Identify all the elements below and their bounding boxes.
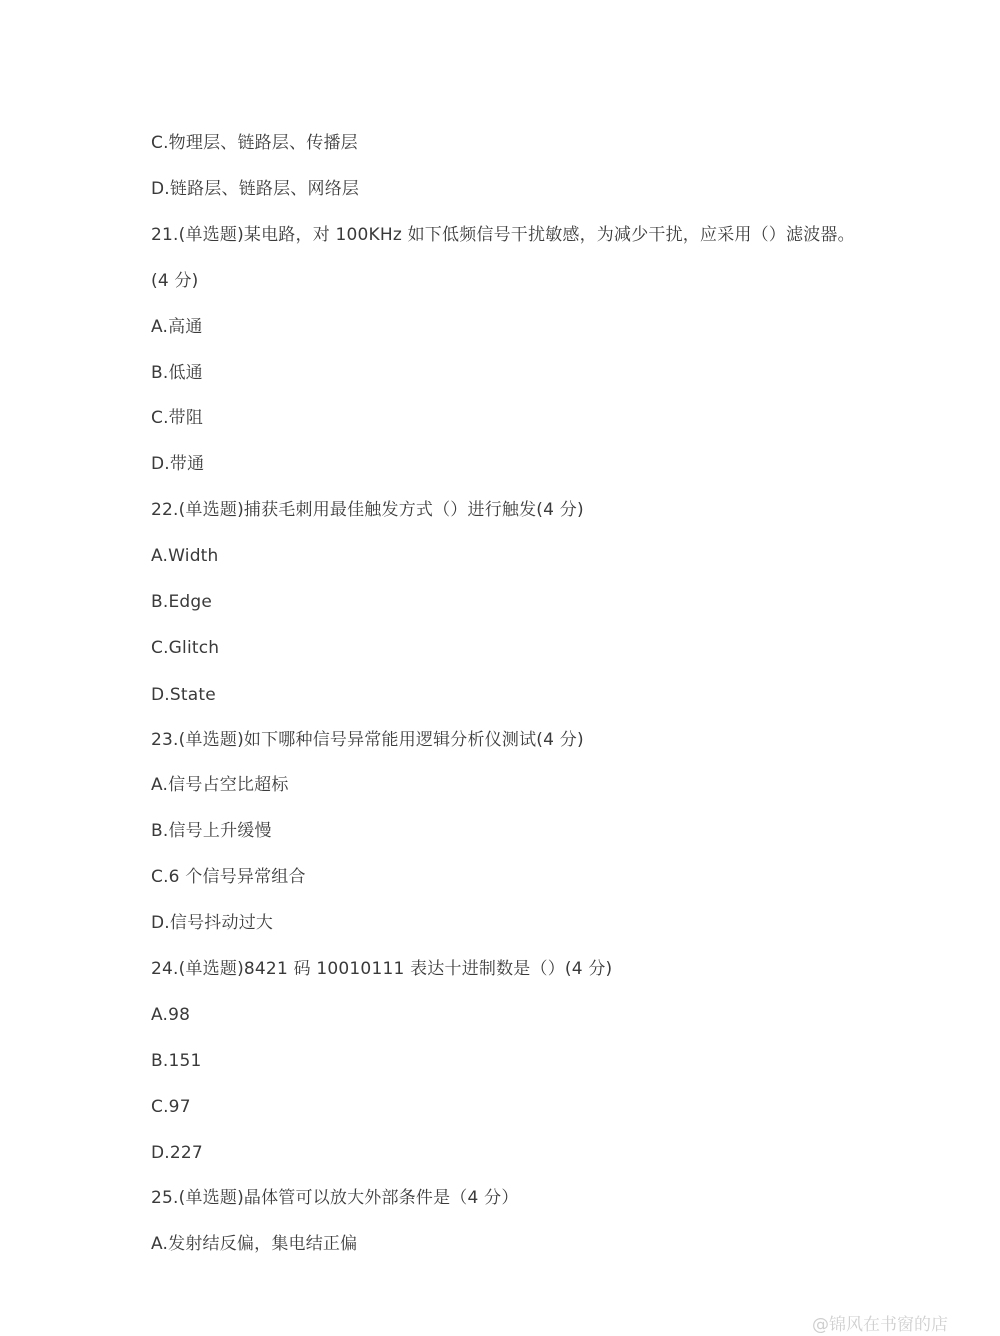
option-c-q20: C.物理层、链路层、传播层	[151, 133, 358, 153]
option-c-q22: C.Glitch	[151, 638, 220, 658]
question-23: 23.(单选题)如下哪种信号异常能用逻辑分析仪测试(4 分)	[151, 730, 584, 750]
question-22: 22.(单选题)捕获毛刺用最佳触发方式（）进行触发(4 分)	[151, 500, 584, 520]
option-b-q24: B.151	[151, 1051, 202, 1071]
option-c-q24: C.97	[151, 1097, 191, 1117]
option-c-q21: C.带阻	[151, 408, 204, 428]
question-21: 21.(单选题)某电路，对 100KHz 如下低频信号干扰敏感，为减少干扰，应采用（）滤波器。	[151, 225, 855, 245]
question-21-score: (4 分)	[151, 271, 199, 291]
option-b-q23: B.信号上升缓慢	[151, 821, 272, 841]
option-b-q21: B.低通	[151, 363, 203, 383]
option-d-q23: D.信号抖动过大	[151, 913, 274, 933]
option-d-q22: D.State	[151, 685, 216, 705]
option-a-q24: A.98	[151, 1005, 191, 1025]
watermark: @锦风在书窗的店	[812, 1315, 948, 1335]
option-d-q20: D.链路层、链路层、网络层	[151, 179, 360, 199]
option-a-q25: A.发射结反偏，集电结正偏	[151, 1234, 358, 1254]
question-25: 25.(单选题)晶体管可以放大外部条件是（4 分）	[151, 1188, 519, 1208]
option-d-q21: D.带通	[151, 454, 205, 474]
question-24: 24.(单选题)8421 码 10010111 表达十进制数是（）(4 分)	[151, 959, 613, 979]
option-a-q21: A.高通	[151, 317, 203, 337]
option-a-q22: A.Width	[151, 546, 219, 566]
option-b-q22: B.Edge	[151, 592, 213, 612]
option-d-q24: D.227	[151, 1143, 203, 1163]
option-a-q23: A.信号占空比超标	[151, 775, 289, 795]
option-c-q23: C.6 个信号异常组合	[151, 867, 306, 887]
